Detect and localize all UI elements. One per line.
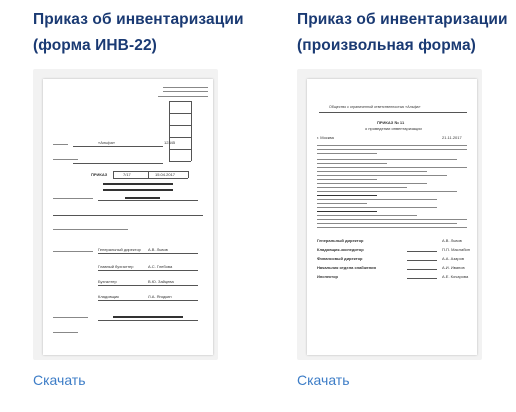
preview-date: 21.11.2017 [442,135,462,140]
preview-order-date: 15.04.2017 [155,172,176,177]
document-page [307,79,477,355]
preview-signer-4: Начальник отдела снабжения [317,265,376,270]
preview-org: Общество с ограниченной ответственностью «Альфа» [329,105,421,109]
preview-name-3: А.А. Азаров [442,256,464,261]
preview-name-2: А.С. Глебова [148,264,173,269]
preview-name-3: В.Ю. Зайцева [148,279,174,284]
preview-heading: ПРИКАЗ № 11 [377,120,405,125]
preview-city: г. Москва [317,135,334,140]
card-title [33,7,263,59]
preview-name-1: А.В. Львов [148,247,168,252]
document-preview-free-form[interactable] [297,69,482,360]
preview-org: «Альфа» [98,140,116,145]
download-link-inv22[interactable]: Скачать [33,372,86,388]
preview-order-label: ПРИКАЗ [91,172,108,177]
document-page: «Альфа» 12345 ПРИКАЗ 7/17 15.04.2017 Генеральный директор А.В. Львов Главный бухгалтер А.С. Глебова Бухгалтер В.Ю. Зайцева Кладовщик Л.А. Ягодкин [43,79,213,355]
document-card-inv22 [33,0,263,59]
preview-name-4: Л.А. Ягодкин [148,294,172,299]
preview-name-1: А.В. Львов [442,238,462,243]
preview-signer-2: Кладовщик-экспедитор [317,247,364,252]
document-preview-inv22[interactable] [33,69,218,360]
preview-name-4: А.И. Иванов [442,265,465,270]
preview-order-number: 7/17 [123,172,131,177]
card-title-line2: (форма ИНВ-22) [33,37,157,54]
preview-name-2: П.П. Маслабин [442,247,470,252]
card-title [297,7,516,59]
preview-subheading: о проведении инвентаризации [365,126,422,131]
preview-signer-2: Главный бухгалтер [98,264,134,269]
preview-signer-1: Генеральный директор [98,247,141,252]
preview-signer-3: Финансовый директор [317,256,363,261]
card-title-line1: Приказ об инвентаризации [33,11,244,28]
preview-name-5: А.Е. Кочарова [442,274,469,279]
preview-signer-3: Бухгалтер [98,279,117,284]
document-card-free-form [297,0,516,59]
card-title-line1: Приказ об инвентаризации [297,11,508,28]
preview-signer-4: Кладовщик [98,294,119,299]
card-title-line2: (произвольная форма) [297,37,476,54]
download-link-free-form[interactable]: Скачать [297,372,350,388]
preview-signer-1: Генеральный директор [317,238,364,243]
preview-signer-5: Инспектор [317,274,338,279]
